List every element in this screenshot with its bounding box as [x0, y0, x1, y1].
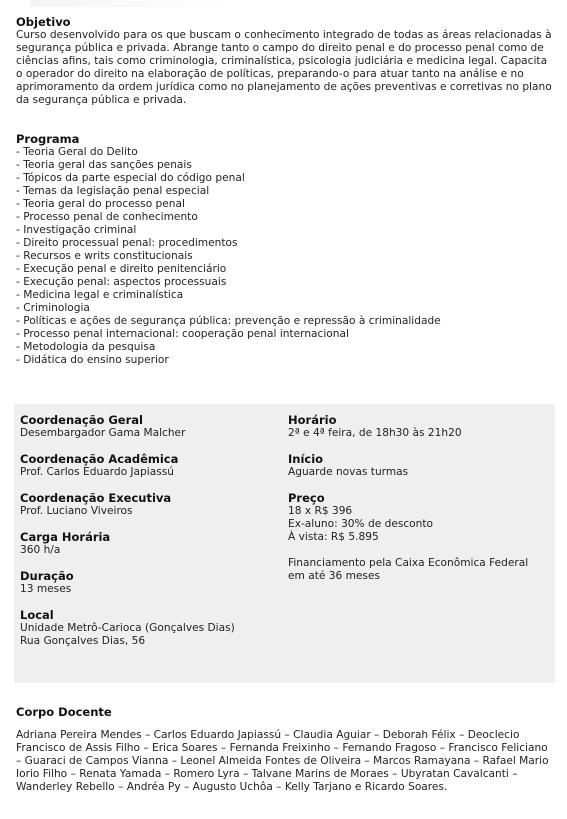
info-left-column	[20, 414, 270, 609]
objetivo-section	[16, 16, 556, 107]
horario-value: 2ª e 4ª feira, de 18h30 às 21h20	[288, 427, 462, 439]
duracao-label: Duração	[20, 569, 74, 583]
list-item: - Teoria geral das sanções penais	[16, 159, 192, 171]
carga-horaria-block	[20, 531, 270, 557]
programa-list	[16, 146, 556, 367]
docentes-text: Adriana Pereira Mendes – Carlos Eduardo Japiassú – Claudia Aguiar – Deborah Félix – Deoclecio Francisco de Assis Filho – Erica Soares – Fernanda Freixinho – Fernando Fragoso – Francisco Feliciano – Guaraci de Campos Vianna – Leonel Almeida Fontes de Oliveira – Marcos Ramayana – Rafael Mario Iorio Filho – Renata Yamada – Romero Lyra – Talvane Marins de Moraes – Ubyratan Cavalcanti – Wanderley Rebello – Andréa Py – Augusto Uchôa – Kelly Tarjano e Ricardo Soares.	[16, 729, 549, 793]
horario-block	[288, 414, 553, 440]
financiamento-line1: Financiamento pela Caixa Econômica Federal	[288, 557, 529, 569]
list-item: - Recursos e writs constitucionais	[16, 250, 193, 262]
list-item: - Políticas e ações de segurança pública: prevenção e repressão à criminalidade	[16, 315, 441, 327]
inicio-label: Início	[288, 452, 324, 466]
list-item: - Execução penal: aspectos processuais	[16, 276, 227, 288]
local-line1: Unidade Metrô-Carioca (Gonçalves Dias)	[20, 622, 235, 634]
list-item: - Medicina legal e criminalística	[16, 289, 184, 301]
carga-horaria-label: Carga Horária	[20, 530, 111, 544]
coord-geral-label: Coordenação Geral	[20, 413, 143, 427]
corpo-docente-section	[16, 706, 556, 794]
preco-line3: À vista: R$ 5.895	[288, 531, 379, 543]
duracao-value: 13 meses	[20, 583, 72, 595]
financiamento-line2: em até 36 meses	[288, 570, 380, 582]
local-label: Local	[20, 608, 54, 622]
coord-geral-value: Desembargador Gama Malcher	[20, 427, 186, 439]
docentes-title: Corpo Docente	[16, 705, 112, 719]
list-item: - Direito processual penal: procedimentos	[16, 237, 238, 249]
preco-label: Preço	[288, 491, 325, 505]
coord-executiva-label: Coordenação Executiva	[20, 491, 172, 505]
coord-academica-label: Coordenação Acadêmica	[20, 452, 179, 466]
preco-line2: Ex-aluno: 30% de desconto	[288, 518, 434, 530]
objetivo-text: Curso desenvolvido para os que buscam o conhecimento integrado de todas as áreas relacionadas à segurança pública e privada. Abrange tanto o campo do direito penal e do processo penal como de ciências afins, tais como criminologia, criminalística, psicologia judiciária e medicina legal. Capacita o operador do direito na elaboração de políticas, preparando-o para atuar tanto na análise e no aprimoramento da ordem jurídica como no planejamento de ações preventivas e corretivas no plano da segurança pública e privada.	[16, 29, 552, 106]
list-item: - Investigação criminal	[16, 224, 137, 236]
inicio-block	[288, 453, 553, 479]
coord-geral-block	[20, 414, 270, 440]
local-block	[20, 609, 235, 648]
coord-executiva-block	[20, 492, 270, 518]
carga-horaria-value: 360 h/a	[20, 544, 61, 556]
list-item: - Temas da legislação penal especial	[16, 185, 210, 197]
list-item: - Processo penal internacional: cooperação penal internacional	[16, 328, 349, 340]
info-right-column	[288, 414, 553, 596]
coord-academica-block	[20, 453, 270, 479]
list-item: - Didática do ensino superior	[16, 354, 169, 366]
list-item: - Teoria geral do processo penal	[16, 198, 185, 210]
horario-label: Horário	[288, 413, 337, 427]
list-item: - Metodologia da pesquisa	[16, 341, 156, 353]
objetivo-title: Objetivo	[16, 15, 71, 29]
preco-line1: 18 x R$ 396	[288, 505, 353, 517]
duracao-block	[20, 570, 270, 596]
course-info-box	[14, 404, 555, 683]
list-item: - Processo penal de conhecimento	[16, 211, 198, 223]
programa-section	[16, 133, 556, 367]
programa-title: Programa	[16, 132, 80, 146]
list-item: - Criminologia	[16, 302, 90, 314]
local-line2: Rua Gonçalves Dias, 56	[20, 635, 146, 647]
preco-block	[288, 492, 553, 583]
inicio-value: Aguarde novas turmas	[288, 466, 409, 478]
coord-academica-value: Prof. Carlos Eduardo Japiassú	[20, 466, 174, 478]
coord-executiva-value: Prof. Luciano Viveiros	[20, 505, 133, 517]
top-fade-decoration	[30, 0, 230, 7]
list-item: - Tópicos da parte especial do código penal	[16, 172, 245, 184]
list-item: - Teoria Geral do Delito	[16, 146, 138, 158]
list-item: - Execução penal e direito penitenciário	[16, 263, 227, 275]
